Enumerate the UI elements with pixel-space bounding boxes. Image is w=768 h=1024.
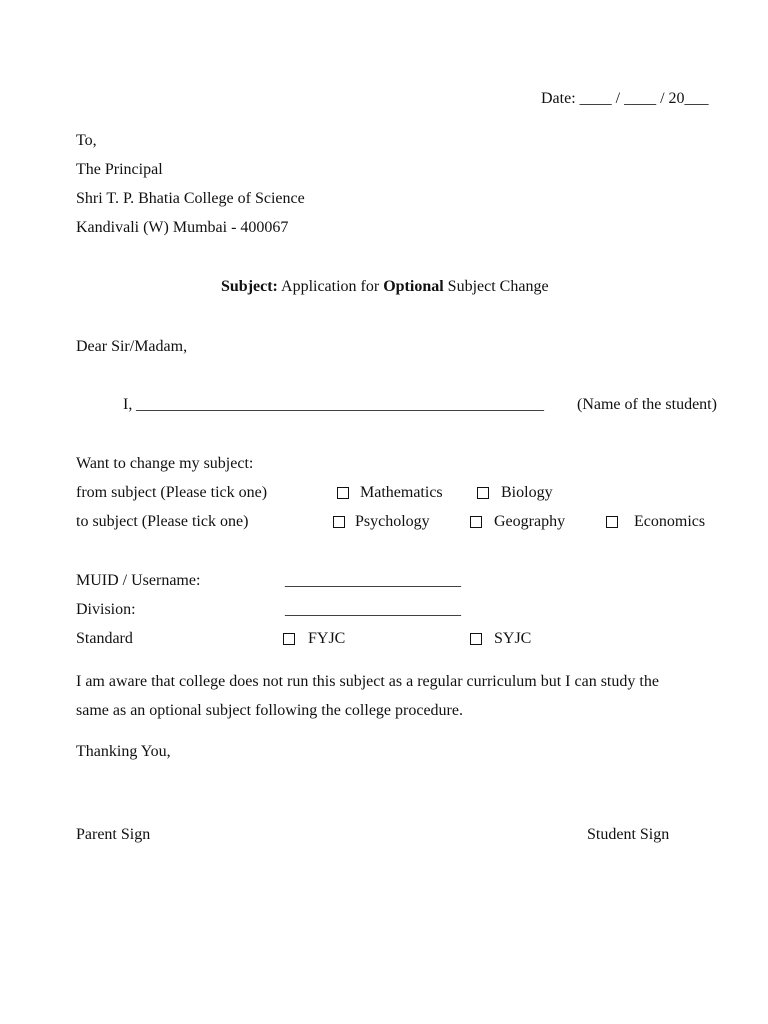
address-college: Shri T. P. Bhatia College of Science — [76, 190, 305, 207]
mathematics-checkbox[interactable] — [337, 487, 349, 499]
muid-field[interactable]: ______________________ — [285, 572, 461, 589]
salutation: Dear Sir/Madam, — [76, 338, 188, 355]
declaration-line-2: same as an optional subject following the college procedure. — [76, 702, 463, 719]
geography-checkbox[interactable] — [470, 516, 482, 528]
subject-prefix: Subject: — [221, 278, 278, 295]
standard-label: Standard — [76, 630, 133, 647]
subject-emphasis: Optional — [383, 278, 444, 295]
name-prefix: I, — [123, 396, 133, 413]
closing: Thanking You, — [76, 743, 171, 760]
to-subject-label: to subject (Please tick one) — [76, 513, 249, 530]
option-biology: Biology — [501, 484, 553, 501]
address-recipient: The Principal — [76, 161, 163, 178]
muid-label: MUID / Username: — [76, 572, 201, 589]
biology-checkbox[interactable] — [477, 487, 489, 499]
name-suffix: (Name of the student) — [577, 396, 717, 413]
subject-text-1: Application for — [277, 278, 384, 295]
parent-sign: Parent Sign — [76, 826, 151, 843]
address-to: To, — [76, 132, 97, 149]
subject-text-2: Subject Change — [443, 278, 549, 295]
option-fyjc: FYJC — [308, 630, 346, 647]
date-line: Date: ____ / ____ / 20___ — [541, 90, 709, 107]
option-economics: Economics — [634, 513, 706, 530]
student-name-field[interactable]: ___________________________________________________ — [136, 396, 544, 413]
student-sign: Student Sign — [587, 826, 670, 843]
fyjc-checkbox[interactable] — [283, 633, 295, 645]
from-subject-label: from subject (Please tick one) — [76, 484, 268, 501]
change-intro: Want to change my subject: — [76, 455, 254, 472]
declaration-line-1: I am aware that college does not run this subject as a regular curriculum but I can study the — [76, 673, 659, 690]
subject-line — [221, 277, 549, 297]
economics-checkbox[interactable] — [606, 516, 618, 528]
option-mathematics: Mathematics — [360, 484, 443, 501]
option-psychology: Psychology — [355, 513, 430, 530]
address-location: Kandivali (W) Mumbai - 400067 — [76, 219, 289, 236]
syjc-checkbox[interactable] — [470, 633, 482, 645]
psychology-checkbox[interactable] — [333, 516, 345, 528]
option-syjc: SYJC — [494, 630, 532, 647]
division-label: Division: — [76, 601, 136, 618]
division-field[interactable]: ______________________ — [285, 601, 461, 618]
option-geography: Geography — [494, 513, 566, 530]
